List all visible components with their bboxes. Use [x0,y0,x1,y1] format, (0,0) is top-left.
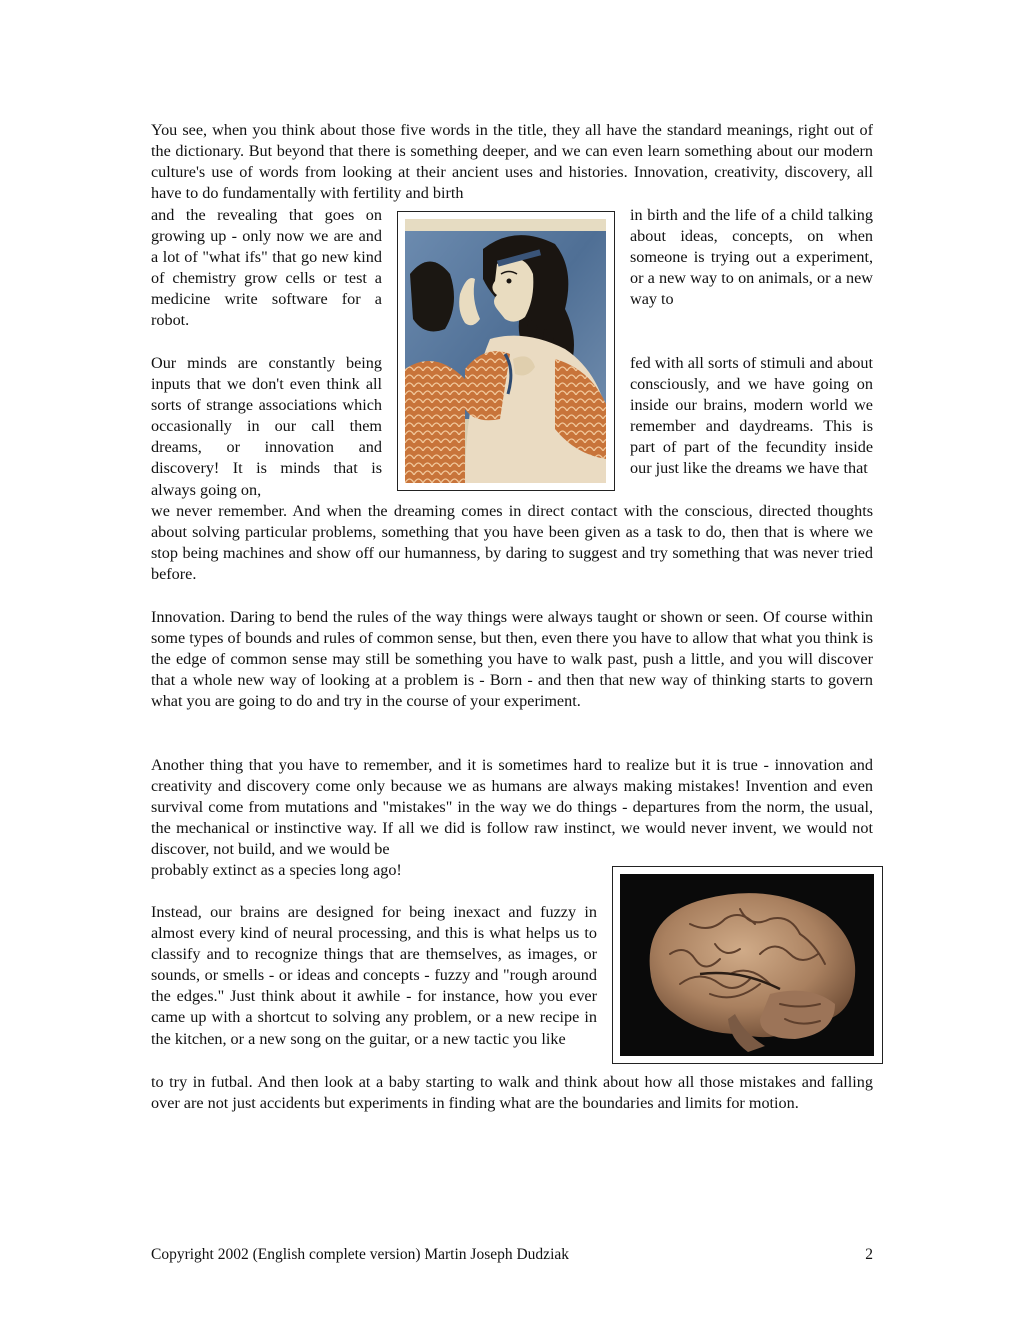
paragraph-minds-right-column: fed with all sorts of stimuli and about consciously, and we have going on inside our brains, modern world we remember and daydreams. This is part of part of the fecundity inside our just like the dreams we have that [630,354,873,478]
page-number: 2 [865,1246,873,1263]
paragraph-intro-left-column: and the revealing that goes on growing up - only now we are and a lot of "what ifs" that go new kind of chemistry grow cells or test a medicine write software for a robot. [151,206,382,330]
paragraph-mistakes: Another thing that you have to remember, and it is sometimes hard to realize but it is true - innovation and creativity and discovery come only because we as humans are always making mistakes! Invention and even survival come from mutations and "mistakes" in the way we do things - departures from the norm, the usual, the mechanical or instinctive way. If all we did is follow raw instinct, we would never invent, we would not discover, not build, and we would be [151,756,873,859]
brain-image-frame [612,866,883,1064]
fresco-image-frame [397,211,615,491]
paragraph-intro-right-column: in birth and the life of a child talking about ideas, concepts, on when someone is trying out a experiment, or a new way to on animals, or a new way to [630,206,873,309]
paragraph-dreaming: we never remember. And when the dreaming comes in direct contact with the conscious, directed thoughts about solving particular problems, something that you have been given as a task to do, then that is where we stop being machines and show off our humanness, by daring to suggest and try something that was never tried before. [151,502,873,584]
paragraph-minds-left-column: Our minds are constantly being inputs that we don't even think all sorts of strange associations which occasionally in our call them dreams, or innovation and discovery! It is minds that is always going on, [151,354,382,499]
footer-copyright: Copyright 2002 (English complete version) Martin Joseph Dudziak [151,1246,570,1263]
paragraph-intro: You see, when you think about those five words in the title, they all have the standard meanings, right out of the dictionary. But beyond that there is something deeper, and we can even learn something about our modern culture's use of words from looking at their ancient uses and histories. Innovation, creativity, discovery, all have to do fundamentally with fertility and birth [151,121,873,203]
paragraph-baby-walking: to try in futbal. And then look at a baby starting to walk and think about how all those mistakes and falling over are not just accidents but experiments in finding what are the boundaries and limits for motion. [151,1073,873,1113]
paragraph-innovation: Innovation. Daring to bend the rules of the way things were always taught or shown or seen. Of course within some types of bounds and rules of common sense, but then, even there you have to allow that what you think is the edge of common sense may still be something you have to walk past, push a little, and you will discover that a whole new way of looking at a problem is - Born - and then that new way of thinking starts to govern what you are going to do and try in the course of your experiment. [151,608,873,711]
human-brain-image [620,874,874,1056]
paragraph-mistakes-end: probably extinct as a species long ago! [151,861,402,879]
minoan-fresco-image [405,219,606,483]
paragraph-fuzzy-brains: Instead, our brains are designed for being inexact and fuzzy in almost every kind of neural processing, and this is what helps us to classify and to recognize things that are themselves, as images, or sounds, or smells - or ideas and concepts - fuzzy and "rough around the edges." Just think about it awhile - for instance, how you ever came up with a shortcut to solving any problem, or a new recipe in the kitchen, or a new song on the guitar, or a new tactic you like [151,903,597,1048]
